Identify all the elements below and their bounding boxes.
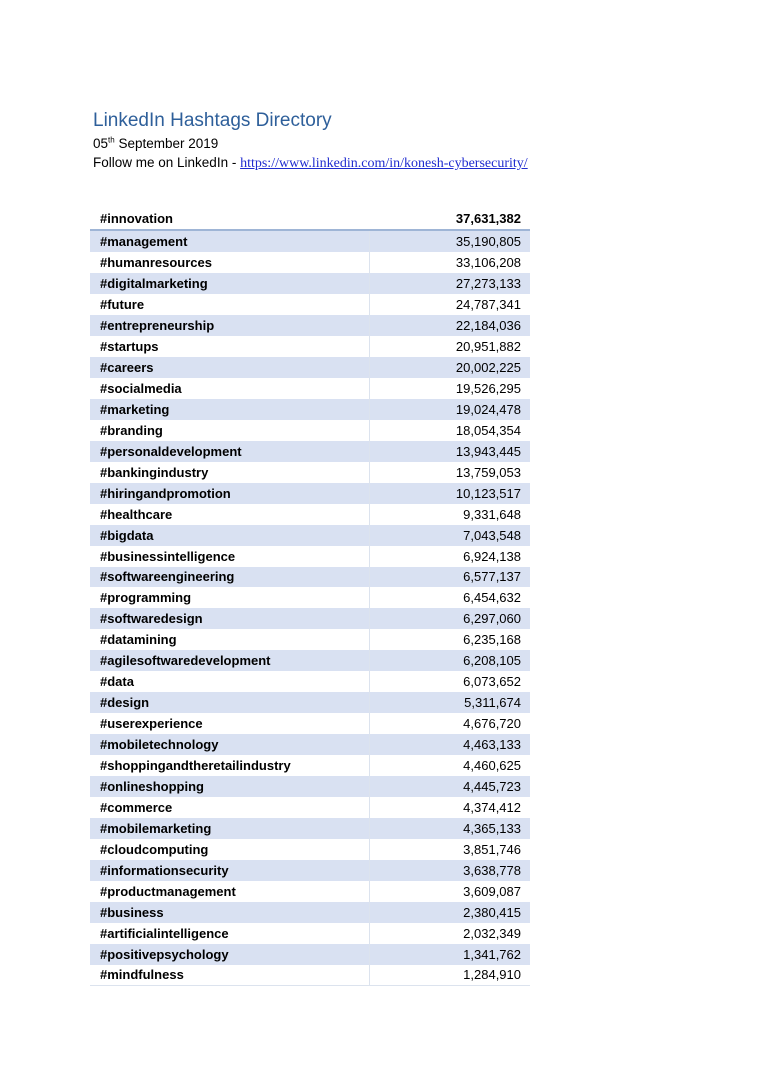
date-suffix: th [108,135,115,145]
table-body [90,231,530,986]
follower-count-cell: 13,943,445 [455,443,521,459]
hashtag-cell: #management [90,231,370,252]
table-row [90,629,530,650]
follower-count-cell: 4,460,625 [463,758,521,774]
hashtag-cell: #businessintelligence [90,546,370,567]
table-header-row [90,208,530,231]
follower-count-cell: 20,951,882 [455,338,521,354]
follower-count-cell: 9,331,648 [463,506,521,522]
follower-count-cell: 18,054,354 [455,422,521,438]
table-row [90,378,530,399]
table-row [90,965,530,986]
hashtag-cell: #informationsecurity [90,860,370,881]
table-row [90,797,530,818]
hashtag-cell: #healthcare [90,504,370,525]
table-row [90,692,530,713]
table-row [90,608,530,629]
table-row [90,734,530,755]
table-row [90,273,530,294]
table-row [90,587,530,608]
hashtag-cell: #userexperience [90,713,370,734]
follower-count-cell: 2,032,349 [463,925,521,941]
table-row [90,483,530,504]
follower-count-cell: 33,106,208 [455,254,521,270]
follower-count-cell: 19,526,295 [455,380,521,396]
hashtag-cell: #hiringandpromotion [90,483,370,504]
follower-count-cell: 6,924,138 [463,548,521,564]
hashtag-cell: #marketing [90,399,370,420]
hashtag-cell: #softwareengineering [90,567,370,588]
table-row [90,441,530,462]
hashtag-cell: #mindfulness [90,965,370,985]
hashtag-cell: #mobiletechnology [90,734,370,755]
date-day: 05 [93,136,109,151]
table-row [90,546,530,567]
hashtag-cell: #careers [90,357,370,378]
document-title: LinkedIn Hashtags Directory [93,110,332,131]
follower-count-cell: 5,311,674 [464,695,521,711]
follower-count-cell: 3,638,778 [463,863,521,879]
table-row [90,567,530,588]
follower-count-cell: 24,787,341 [455,296,521,312]
table-row [90,399,530,420]
date-month-year: September 2019 [114,136,219,151]
follower-count-cell: 3,609,087 [463,884,521,900]
follower-count-cell: 4,365,133 [463,821,521,837]
document-date [93,136,218,151]
follower-count-cell: 2,380,415 [463,904,521,920]
hashtag-cell: #socialmedia [90,378,370,399]
follower-count-cell: 35,190,805 [455,233,521,249]
table-row [90,923,530,944]
hashtag-cell: #onlineshopping [90,776,370,797]
follower-count-cell: 6,297,060 [463,611,521,627]
hashtag-cell: #personaldevelopment [90,441,370,462]
follower-count-cell: 7,043,548 [463,527,521,543]
table-row [90,713,530,734]
hashtag-cell: #agilesoftwaredevelopment [90,650,370,671]
table-row [90,944,530,965]
table-row [90,420,530,441]
hashtag-cell: #commerce [90,797,370,818]
follower-count-cell: 4,374,412 [463,800,521,816]
hashtag-cell: #shoppingandtheretailindustry [90,755,370,776]
follower-count-cell: 13,759,053 [455,464,521,480]
table-row [90,504,530,525]
hashtag-cell: #data [90,671,370,692]
follower-count-cell: 6,073,652 [463,674,521,690]
follower-count-cell: 4,445,723 [463,779,521,795]
table-row [90,315,530,336]
table-row [90,671,530,692]
hashtag-cell: #bigdata [90,525,370,546]
follower-count-cell: 6,208,105 [463,653,521,669]
table-row [90,462,530,483]
table-row [90,525,530,546]
table-row [90,776,530,797]
table-row [90,336,530,357]
hashtag-cell: #artificialintelligence [90,923,370,944]
table-row [90,650,530,671]
hashtag-cell: #startups [90,336,370,357]
table-row [90,902,530,923]
hashtag-cell: #datamining [90,629,370,650]
follower-count-cell: 22,184,036 [455,317,521,333]
follower-count-cell: 6,235,168 [463,632,521,648]
follower-count-cell: 20,002,225 [455,359,521,375]
follow-prefix: Follow me on LinkedIn - [93,155,241,170]
hashtag-table [90,208,530,986]
follower-count-cell: 1,341,762 [463,946,521,962]
hashtag-cell: #branding [90,420,370,441]
follower-count-cell: 10,123,517 [455,485,521,501]
follow-line [93,155,528,172]
follower-count-cell: 3,851,746 [463,842,521,858]
hashtag-cell: #bankingindustry [90,462,370,483]
follower-count-cell: 6,454,632 [463,590,521,606]
table-row [90,252,530,273]
header-hashtag: #innovation [100,211,173,226]
follower-count-cell: 19,024,478 [455,401,521,417]
hashtag-cell: #positivepsychology [90,944,370,965]
hashtag-cell: #design [90,692,370,713]
hashtag-cell: #humanresources [90,252,370,273]
hashtag-cell: #digitalmarketing [90,273,370,294]
follower-count-cell: 6,577,137 [463,569,521,585]
table-row [90,839,530,860]
table-row [90,881,530,902]
follower-count-cell: 4,463,133 [463,737,521,753]
hashtag-cell: #cloudcomputing [90,839,370,860]
hashtag-cell: #entrepreneurship [90,315,370,336]
linkedin-profile-link[interactable]: https://www.linkedin.com/in/konesh-cybersecurity/ [240,156,528,171]
follower-count-cell: 27,273,133 [455,275,521,291]
hashtag-cell: #programming [90,587,370,608]
hashtag-cell: #business [90,902,370,923]
hashtag-cell: #future [90,294,370,315]
hashtag-cell: #productmanagement [90,881,370,902]
table-row [90,860,530,881]
table-row [90,755,530,776]
table-row [90,294,530,315]
hashtag-cell: #softwaredesign [90,608,370,629]
follower-count-cell: 4,676,720 [463,716,521,732]
hashtag-cell: #mobilemarketing [90,818,370,839]
follower-count-cell: 1,284,910 [463,967,521,983]
table-row [90,818,530,839]
table-row [90,357,530,378]
header-count: 37,631,382 [455,211,521,226]
table-row [90,231,530,252]
